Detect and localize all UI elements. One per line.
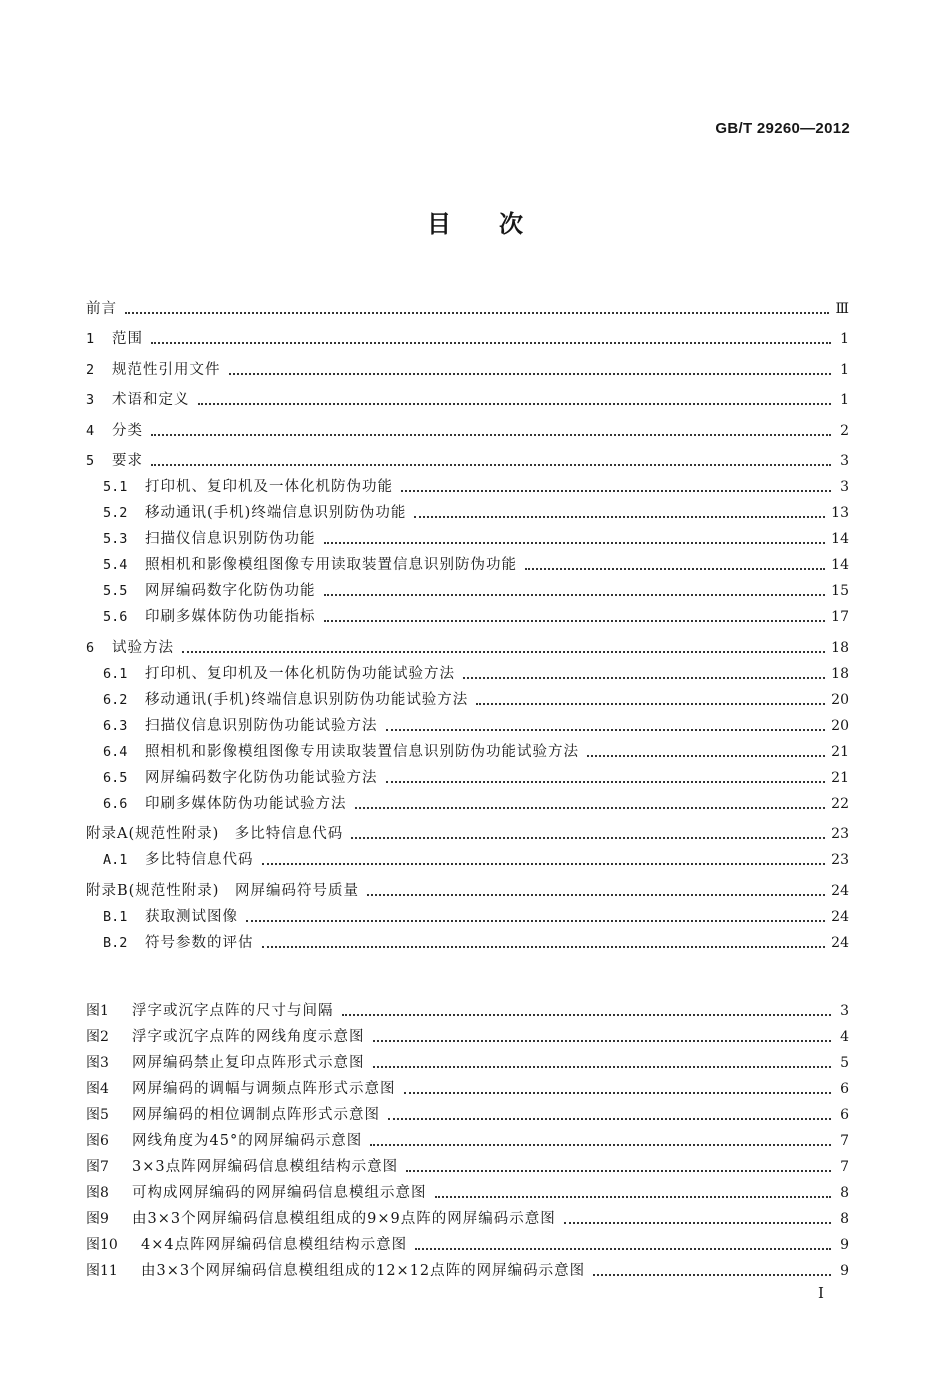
entry-page-number: 6 <box>840 1081 849 1097</box>
dot-leader <box>370 1144 831 1146</box>
dot-leader <box>401 490 831 492</box>
entry-label: 术语和定义 <box>112 392 190 408</box>
toc-entry[interactable] <box>86 1021 849 1047</box>
entry-page-number: 21 <box>831 769 849 786</box>
entry-label: 获取测试图像 <box>145 908 238 925</box>
entry-page-number: 14 <box>831 531 849 547</box>
toc-entry[interactable] <box>86 1177 849 1203</box>
entry-label: 由3×3个网屏编码信息模组组成的9×9点阵的网屏编码示意图 <box>132 1211 556 1227</box>
dot-leader <box>324 620 826 622</box>
dot-leader <box>386 729 826 731</box>
entry-number: B.2 <box>103 934 128 951</box>
entry-label: 打印机、复印机及一体化机防伪功能 <box>145 479 393 495</box>
toc-entry[interactable] <box>86 658 849 684</box>
toc-entry[interactable] <box>86 497 849 523</box>
toc-entry[interactable] <box>86 601 849 627</box>
entry-number: 6.1 <box>103 665 128 682</box>
entry-label: 印刷多媒体防伪功能指标 <box>145 609 316 625</box>
dot-leader <box>406 1170 831 1172</box>
dot-leader <box>373 1066 832 1068</box>
entry-label: 前言 <box>86 300 117 317</box>
dot-leader <box>125 312 829 314</box>
entry-number: 图11 <box>86 1263 118 1279</box>
entry-label: 3×3点阵网屏编码信息模组结构示意图 <box>132 1159 399 1175</box>
entry-page-number: 17 <box>831 609 849 625</box>
entry-page-number: 18 <box>831 639 849 656</box>
toc-entry[interactable] <box>86 736 849 762</box>
entry-page-number: 2 <box>840 422 849 439</box>
toc-entry[interactable] <box>86 441 849 472</box>
dot-leader <box>262 863 826 865</box>
table-of-contents <box>86 288 849 953</box>
dot-leader <box>593 1274 831 1276</box>
toc-entry[interactable] <box>86 627 849 658</box>
entry-number: 6.2 <box>103 691 128 708</box>
entry-number: 6.4 <box>103 743 128 760</box>
toc-entry[interactable] <box>86 549 849 575</box>
entry-number: 1 <box>86 331 95 347</box>
toc-entry[interactable] <box>86 901 849 927</box>
entry-label: 4×4点阵网屏编码信息模组结构示意图 <box>141 1237 408 1253</box>
dot-leader <box>151 342 831 344</box>
entry-number: 图3 <box>86 1055 109 1071</box>
standard-code: GB/T 29260—2012 <box>715 120 850 137</box>
entry-number: 图1 <box>86 1003 109 1019</box>
entry-page-number: Ⅲ <box>835 300 849 317</box>
entry-number: 5.5 <box>103 583 128 599</box>
entry-label: 照相机和影像模组图像专用读取装置信息识别防伪功能 <box>145 557 517 573</box>
entry-number: 6.5 <box>103 769 128 786</box>
entry-page-number: 23 <box>831 852 849 868</box>
entry-label: 由3×3个网屏编码信息模组组成的12×12点阵的网屏编码示意图 <box>141 1263 586 1279</box>
toc-entry[interactable] <box>86 684 849 710</box>
entry-page-number: 3 <box>840 479 849 495</box>
dot-leader <box>435 1196 832 1198</box>
toc-entry[interactable] <box>86 788 849 814</box>
entry-number: 6.6 <box>103 795 128 812</box>
toc-entry[interactable] <box>86 1151 849 1177</box>
toc-entry[interactable] <box>86 995 849 1021</box>
toc-entry[interactable] <box>86 1125 849 1151</box>
entry-number: B.1 <box>103 908 128 925</box>
entry-number: 6.3 <box>103 717 128 734</box>
dot-leader <box>351 837 825 839</box>
entry-page-number: 3 <box>840 453 849 469</box>
entry-page-number: 20 <box>831 691 849 708</box>
entry-label: 网屏编码的调幅与调频点阵形式示意图 <box>132 1081 396 1097</box>
dot-leader <box>324 594 826 596</box>
entry-number: 2 <box>86 361 95 378</box>
entry-label: 照相机和影像模组图像专用读取装置信息识别防伪功能试验方法 <box>145 743 579 760</box>
dot-leader <box>182 651 825 653</box>
entry-page-number: 6 <box>840 1107 849 1123</box>
dot-leader <box>587 755 825 757</box>
entry-page-number: 8 <box>840 1211 849 1227</box>
entry-number: 5.3 <box>103 531 128 547</box>
entry-page-number: 15 <box>831 583 849 599</box>
entry-page-number: 1 <box>840 361 849 378</box>
dot-leader <box>476 703 825 705</box>
entry-number: A.1 <box>103 852 128 868</box>
entry-label: 范围 <box>112 331 143 347</box>
entry-label: 网线角度为45°的网屏编码示意图 <box>132 1133 363 1149</box>
dot-leader <box>198 403 832 405</box>
dot-leader <box>229 373 832 375</box>
entry-page-number: 18 <box>831 665 849 682</box>
toc-title: 目次 <box>427 210 571 238</box>
toc-entry[interactable] <box>86 288 849 319</box>
entry-page-number: 9 <box>840 1263 849 1279</box>
dot-leader <box>262 946 826 948</box>
toc-entry[interactable] <box>86 870 849 901</box>
entry-page-number: 20 <box>831 717 849 734</box>
entry-number: 图10 <box>86 1237 118 1253</box>
toc-entry[interactable] <box>86 1229 849 1255</box>
entry-label: 打印机、复印机及一体化机防伪功能试验方法 <box>145 665 455 682</box>
dot-leader <box>355 807 826 809</box>
entry-page-number: 8 <box>840 1185 849 1201</box>
footer-page-number: I <box>818 1284 824 1302</box>
entry-page-number: 7 <box>840 1159 849 1175</box>
toc-entry[interactable] <box>86 1203 849 1229</box>
entry-label: 网屏编码的相位调制点阵形式示意图 <box>132 1107 380 1123</box>
entry-label: 网屏编码禁止复印点阵形式示意图 <box>132 1055 365 1071</box>
entry-label: 试验方法 <box>112 639 174 656</box>
entry-page-number: 24 <box>831 882 849 899</box>
dot-leader <box>246 920 825 922</box>
entry-number: 5.6 <box>103 609 128 625</box>
list-of-figures <box>86 995 849 1281</box>
entry-page-number: 9 <box>840 1237 849 1253</box>
entry-page-number: 1 <box>840 392 849 408</box>
dot-leader <box>151 464 831 466</box>
dot-leader <box>151 434 831 436</box>
toc-entry[interactable] <box>86 575 849 601</box>
dot-leader <box>463 677 825 679</box>
toc-entry[interactable] <box>86 844 849 870</box>
toc-entry[interactable] <box>86 1073 849 1099</box>
dot-leader <box>342 1014 832 1016</box>
entry-number: 4 <box>86 422 95 439</box>
entry-page-number: 24 <box>831 934 849 951</box>
toc-entry[interactable] <box>86 523 849 549</box>
dot-leader <box>564 1222 831 1224</box>
dot-leader <box>404 1092 832 1094</box>
entry-label: 要求 <box>112 453 143 469</box>
dot-leader <box>324 542 826 544</box>
entry-number: 图5 <box>86 1107 109 1123</box>
entry-page-number: 13 <box>831 505 849 521</box>
entry-page-number: 22 <box>831 795 849 812</box>
entry-label: 符号参数的评估 <box>145 934 254 951</box>
dot-leader <box>373 1040 832 1042</box>
entry-number: 5.4 <box>103 557 128 573</box>
entry-page-number: 1 <box>840 331 849 347</box>
entry-label: 扫描仪信息识别防伪功能试验方法 <box>145 717 378 734</box>
entry-number: 图6 <box>86 1133 109 1149</box>
entry-page-number: 7 <box>840 1133 849 1149</box>
dot-leader <box>388 1118 831 1120</box>
dot-leader <box>386 781 826 783</box>
entry-label: 附录A(规范性附录) 多比特信息代码 <box>86 826 344 842</box>
toc-entry[interactable] <box>86 349 849 380</box>
entry-number: 图7 <box>86 1159 109 1175</box>
entry-page-number: 14 <box>831 557 849 573</box>
toc-entry[interactable] <box>86 410 849 441</box>
toc-entry[interactable] <box>86 762 849 788</box>
entry-label: 网屏编码数字化防伪功能试验方法 <box>145 769 378 786</box>
entry-number: 6 <box>86 639 95 656</box>
dot-leader <box>367 894 825 896</box>
entry-page-number: 4 <box>840 1029 849 1045</box>
entry-label: 印刷多媒体防伪功能试验方法 <box>145 795 347 812</box>
entry-page-number: 24 <box>831 908 849 925</box>
entry-number: 图9 <box>86 1211 109 1227</box>
entry-label: 浮字或沉字点阵的尺寸与间隔 <box>132 1003 334 1019</box>
entry-label: 移动通讯(手机)终端信息识别防伪功能试验方法 <box>145 691 469 708</box>
entry-number: 图4 <box>86 1081 109 1097</box>
entry-page-number: 5 <box>840 1055 849 1071</box>
entry-label: 附录B(规范性附录) 网屏编码符号质量 <box>86 882 359 899</box>
entry-number: 5.2 <box>103 505 128 521</box>
entry-label: 网屏编码数字化防伪功能 <box>145 583 316 599</box>
entry-number: 5.1 <box>103 479 128 495</box>
toc-entry[interactable] <box>86 814 849 845</box>
toc-entry[interactable] <box>86 319 849 350</box>
entry-page-number: 23 <box>831 826 849 842</box>
entry-label: 规范性引用文件 <box>112 361 221 378</box>
dot-leader <box>525 568 825 570</box>
entry-page-number: 21 <box>831 743 849 760</box>
entry-number: 图2 <box>86 1029 109 1045</box>
entry-label: 可构成网屏编码的网屏编码信息模组示意图 <box>132 1185 427 1201</box>
entry-label: 浮字或沉字点阵的网线角度示意图 <box>132 1029 365 1045</box>
entry-label: 移动通讯(手机)终端信息识别防伪功能 <box>145 505 407 521</box>
entry-page-number: 3 <box>840 1003 849 1019</box>
toc-entry[interactable] <box>86 1099 849 1125</box>
entry-label: 多比特信息代码 <box>145 852 254 868</box>
entry-label: 扫描仪信息识别防伪功能 <box>145 531 316 547</box>
entry-number: 图8 <box>86 1185 109 1201</box>
dot-leader <box>415 1248 831 1250</box>
entry-number: 3 <box>86 392 95 408</box>
toc-entry[interactable] <box>86 927 849 953</box>
toc-entry[interactable] <box>86 710 849 736</box>
toc-entry[interactable] <box>86 1255 849 1281</box>
toc-entry[interactable] <box>86 380 849 411</box>
toc-entry[interactable] <box>86 471 849 497</box>
toc-entry[interactable] <box>86 1047 849 1073</box>
entry-label: 分类 <box>112 422 143 439</box>
entry-number: 5 <box>86 453 95 469</box>
dot-leader <box>414 516 825 518</box>
